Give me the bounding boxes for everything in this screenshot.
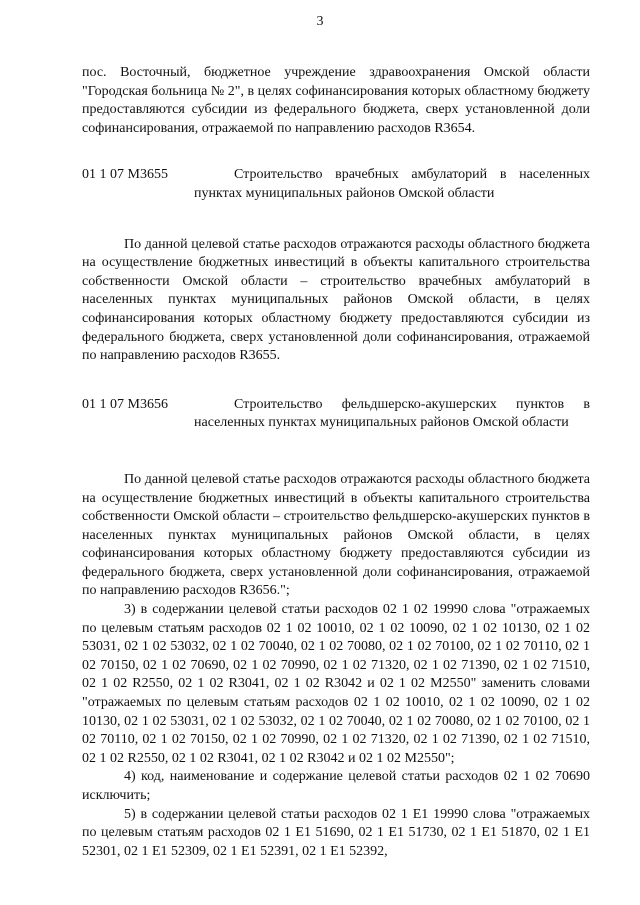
article-heading-m3655 <box>82 166 590 203</box>
article-description-m3655: По данной целевой статье расходов отражаются расходы областного бюджета на осуществление бюджетных инвестиций в объекты капитального строительства собственности Омской области – строительство врачебных амбулаторий в населенных пунктах муниципальных районов Омской области, в целях софинансирования которых областному бюджету предоставляются субсидии из федерального бюджета, сверх установленной доли софинансирования, отражаемой по направлению расходов R3655. <box>82 236 590 364</box>
article-heading-m3656 <box>82 396 590 433</box>
amendment-item-4: 4) код, наименование и содержание целевой статьи расходов 02 1 02 70690 исключить; <box>82 769 590 803</box>
intro-paragraph: пос. Восточный, бюджетное учреждение здравоохранения Омской области "Городская больница № 2", в целях софинансирования которых областному бюджету предоставляются субсидии из федерального бюджета, сверх установленной доли софинансирования, отражаемой по направлению расходов R3654. <box>82 65 590 136</box>
article-title: Строительство фельдшерско-акушерских пунктов в населенных пунктах муниципальных районов Омской области <box>194 396 590 431</box>
article-description-m3656: По данной целевой статье расходов отражаются расходы областного бюджета на осуществление бюджетных инвестиций в объекты капитального строительства собственности Омской области – строительство фельдшерско-акушерских пунктов в населенных пунктах муниципальных районов Омской области, в целях софинансирования которых областному бюджету предоставляются субсидии из федерального бюджета, сверх установленной доли софинансирования, отражаемой по направлению расходов R3656."; <box>82 471 590 599</box>
amendment-item-5: 5) в содержании целевой статьи расходов 02 1 E1 19990 слова "отражаемых по целевым статьям расходов 02 1 E1 51690, 02 1 E1 51730, 02 1 E1 51870, 02 1 E1 52301, 02 1 E1 52309, 02 1 E1 52391, 02 1 E1 52392, <box>82 806 590 859</box>
article-title: Строительство врачебных амбулаторий в населенных пунктах муниципальных районов Омской области <box>194 167 590 201</box>
page-number: 3 <box>316 14 324 29</box>
amendment-item-3: 3) в содержании целевой статьи расходов 02 1 02 19990 слова "отражаемых по целевым статьям расходов 02 1 02 10010, 02 1 02 10090, 02 1 02 10130, 02 1 02 53031, 02 1 02 53032, 02 1 02 70040, 02 1 02 70080, 02 1 02 70100, 02 1 02 70110, 02 1 02 70150, 02 1 02 70690, 02 1 02 70990, 02 1 02 71320, 02 1 02 71390, 02 1 02 71510, 02 1 02 R2550, 02 1 02 R3041, 02 1 02 R3042 и 02 1 02 M2550" заменить словами "отражаемых по целевым статьям расходов 02 1 02 10010, 02 1 02 10090, 02 1 02 10130, 02 1 02 53031, 02 1 02 53032, 02 1 02 70040, 02 1 02 70080, 02 1 02 70100, 02 1 02 70110, 02 1 02 70150, 02 1 02 70990, 02 1 02 71320, 02 1 02 71390, 02 1 02 71510, 02 1 02 R2550, 02 1 02 R3041, 02 1 02 R3042 и 02 1 02 M2550"; <box>82 602 590 766</box>
article-code: 01 1 07 M3655 <box>82 167 168 183</box>
document-body <box>82 64 590 861</box>
article-code: 01 1 07 M3656 <box>82 396 168 412</box>
